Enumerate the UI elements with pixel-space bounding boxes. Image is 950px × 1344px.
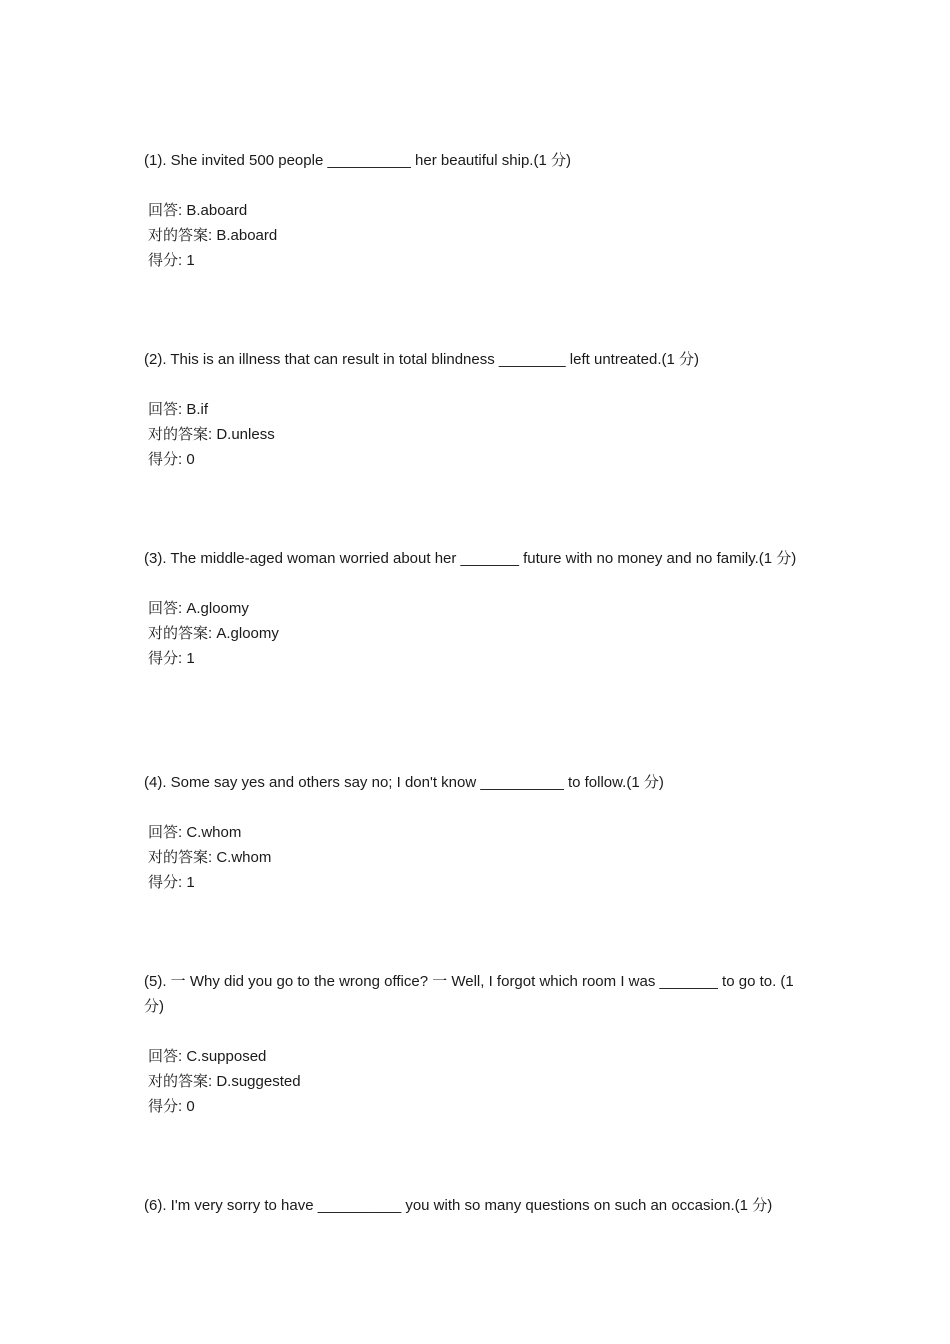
response-value: A.gloomy [186, 600, 249, 617]
question-1 [144, 148, 810, 273]
score-line [148, 248, 810, 273]
score-label: 得分: [148, 451, 187, 468]
correct-answer-label: 对的答案: [148, 1073, 217, 1090]
response-label: 回答: [148, 1048, 187, 1065]
score-value: 1 [186, 874, 195, 891]
correct-answer-label: 对的答案: [148, 227, 217, 244]
correct-answer-value: C.whom [216, 849, 272, 866]
score-value: 0 [186, 1098, 195, 1115]
question-4 [144, 770, 810, 895]
question-5 [144, 969, 810, 1119]
correct-answer-line [148, 621, 810, 646]
response-line [148, 198, 810, 223]
response-value: C.whom [186, 824, 242, 841]
question-text: (2). This is an illness that can result in total blindness ________ left untreated.(1 分) [144, 351, 700, 368]
response-label: 回答: [148, 600, 187, 617]
correct-answer-line [148, 422, 810, 447]
response-value: B.if [186, 401, 209, 418]
answer-block [144, 820, 810, 895]
question-text: (4). Some say yes and others say no; I don't know __________ to follow.(1 分) [144, 774, 664, 791]
correct-answer-line [148, 1069, 810, 1094]
response-line [148, 397, 810, 422]
question-2 [144, 347, 810, 472]
correct-answer-label: 对的答案: [148, 426, 217, 443]
correct-answer-line [148, 845, 810, 870]
correct-answer-value: D.unless [216, 426, 275, 443]
correct-answer-label: 对的答案: [148, 625, 217, 642]
question-3 [144, 546, 810, 671]
score-line [148, 447, 810, 472]
correct-answer-value: D.suggested [216, 1073, 301, 1090]
score-label: 得分: [148, 650, 187, 667]
response-line [148, 1044, 810, 1069]
score-value: 1 [186, 650, 195, 667]
response-line [148, 820, 810, 845]
correct-answer-line [148, 223, 810, 248]
question-text: (6). I'm very sorry to have __________ you with so many questions on such an occasion.(1 分) [144, 1197, 773, 1214]
response-value: B.aboard [186, 202, 248, 219]
question-text: (1). She invited 500 people __________ her beautiful ship.(1 分) [144, 152, 571, 169]
score-value: 1 [186, 252, 195, 269]
score-line [148, 870, 810, 895]
response-label: 回答: [148, 824, 187, 841]
answer-block [144, 1044, 810, 1119]
correct-answer-label: 对的答案: [148, 849, 217, 866]
correct-answer-value: B.aboard [216, 227, 278, 244]
score-line [148, 1094, 810, 1119]
answer-block [144, 198, 810, 273]
response-value: C.supposed [186, 1048, 267, 1065]
response-label: 回答: [148, 202, 187, 219]
question-6 [144, 1193, 810, 1218]
question-text: (3). The middle-aged woman worried about her _______ future with no money and no family.(1 分) [144, 550, 797, 567]
answer-block [144, 397, 810, 472]
score-line [148, 646, 810, 671]
response-line [148, 596, 810, 621]
score-label: 得分: [148, 1098, 187, 1115]
score-label: 得分: [148, 874, 187, 891]
score-value: 0 [186, 451, 195, 468]
answer-block [144, 596, 810, 671]
score-label: 得分: [148, 252, 187, 269]
question-text: (5). 一 Why did you go to the wrong office? 一 Well, I forgot which room I was _______ to go to. (1 分) [144, 973, 794, 1015]
response-label: 回答: [148, 401, 187, 418]
correct-answer-value: A.gloomy [216, 625, 279, 642]
